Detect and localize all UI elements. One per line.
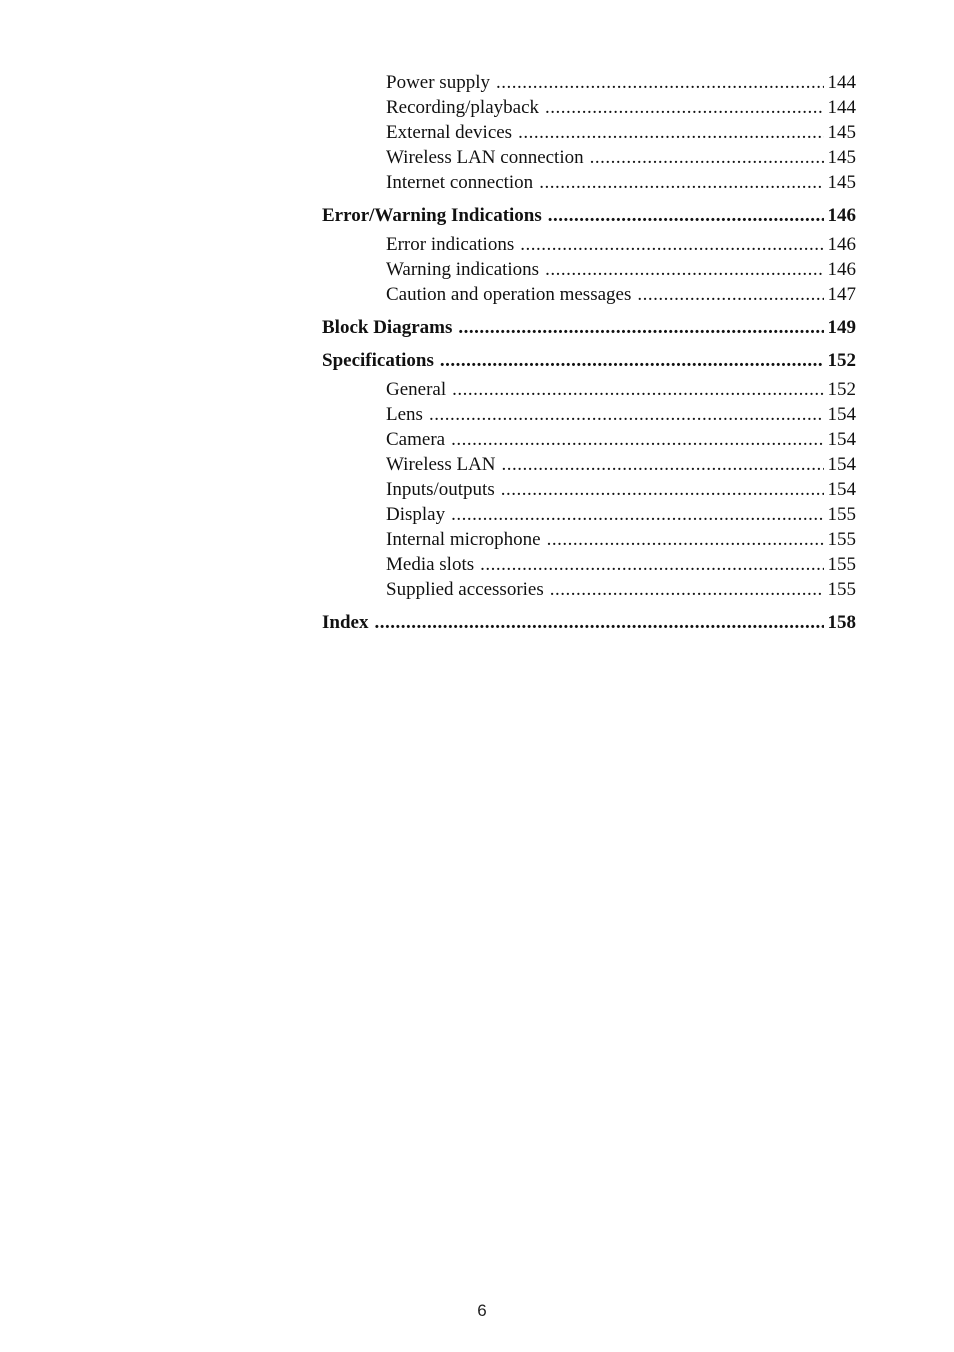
- toc-entry-inputs-outputs[interactable]: [322, 477, 856, 502]
- dot-leader: [520, 232, 823, 257]
- dot-leader: [440, 348, 824, 373]
- toc-entry-page: 154: [827, 404, 856, 425]
- dot-leader: [547, 527, 824, 552]
- toc-entry-label: General: [386, 379, 447, 400]
- page-number: 6: [477, 1301, 487, 1320]
- toc-entry-warning-indications[interactable]: [322, 257, 856, 282]
- toc-entry-page: 147: [827, 284, 856, 305]
- dot-leader: [458, 315, 823, 340]
- dot-leader: [501, 477, 824, 502]
- toc-entry-label: Wireless LAN: [386, 454, 496, 475]
- dot-leader: [545, 95, 823, 120]
- toc-entry-page: 146: [827, 259, 856, 280]
- toc-section-label: Block Diagrams: [322, 317, 453, 338]
- toc-entry-label: Caution and operation messages: [386, 284, 632, 305]
- toc-entry-label: Camera: [386, 429, 446, 450]
- toc-section-error-warning[interactable]: [322, 203, 856, 228]
- toc-entry-label: Lens: [386, 404, 423, 425]
- dot-leader: [545, 257, 823, 282]
- toc-entry-recording-playback[interactable]: [322, 95, 856, 120]
- toc-section-label: Specifications: [322, 350, 434, 371]
- dot-leader: [518, 120, 823, 145]
- toc-entry-caution-messages[interactable]: [322, 282, 856, 307]
- toc-entry-label: Media slots: [386, 554, 475, 575]
- toc-entry-label: Error indications: [386, 234, 515, 255]
- toc-entry-page: 146: [827, 234, 856, 255]
- toc-section-label: Index: [322, 612, 369, 633]
- toc-entry-page: 155: [827, 504, 856, 525]
- toc-section-index[interactable]: [322, 610, 856, 635]
- toc-entry-power-supply[interactable]: [322, 70, 856, 95]
- toc-entry-label: Internet connection: [386, 172, 534, 193]
- dot-leader: [452, 377, 823, 402]
- dot-leader: [480, 552, 823, 577]
- dot-leader: [539, 170, 823, 195]
- toc-entry-label: Wireless LAN connection: [386, 147, 584, 168]
- toc-entry-internet-connection[interactable]: [322, 170, 856, 195]
- dot-leader: [451, 427, 823, 452]
- toc-entry-label: Power supply: [386, 72, 490, 93]
- dot-leader: [637, 282, 823, 307]
- dot-leader: [374, 610, 823, 635]
- dot-leader: [429, 402, 824, 427]
- dot-leader: [502, 452, 824, 477]
- toc-entry-supplied-accessories[interactable]: [322, 577, 856, 602]
- dot-leader: [590, 145, 824, 170]
- dot-leader: [548, 203, 824, 228]
- toc-entry-page: 145: [827, 172, 856, 193]
- toc-entry-page: 155: [827, 554, 856, 575]
- toc-entry-lens[interactable]: [322, 402, 856, 427]
- toc-entry-page: 144: [827, 97, 856, 118]
- toc-entry-page: 152: [827, 379, 856, 400]
- toc-entry-page: 155: [827, 579, 856, 600]
- toc-entry-media-slots[interactable]: [322, 552, 856, 577]
- toc-entry-page: 154: [827, 429, 856, 450]
- toc-entry-error-indications[interactable]: [322, 232, 856, 257]
- toc-entry-page: 154: [827, 454, 856, 475]
- toc-section-specifications[interactable]: [322, 348, 856, 373]
- table-of-contents: [322, 70, 856, 635]
- toc-entry-label: Warning indications: [386, 259, 540, 280]
- toc-entry-page: 145: [827, 122, 856, 143]
- toc-entry-label: External devices: [386, 122, 513, 143]
- toc-section-page: 152: [827, 350, 856, 371]
- toc-entry-external-devices[interactable]: [322, 120, 856, 145]
- toc-section-page: 149: [827, 317, 856, 338]
- toc-entry-wireless-lan-connection[interactable]: [322, 145, 856, 170]
- dot-leader: [550, 577, 824, 602]
- toc-entry-label: Internal microphone: [386, 529, 541, 550]
- dot-leader: [451, 502, 823, 527]
- toc-entry-page: 155: [827, 529, 856, 550]
- toc-entry-page: 154: [827, 479, 856, 500]
- toc-entry-camera[interactable]: [322, 427, 856, 452]
- toc-entry-page: 144: [827, 72, 856, 93]
- toc-section-page: 158: [827, 612, 856, 633]
- toc-section-label: Error/Warning Indications: [322, 205, 542, 226]
- toc-entry-internal-microphone[interactable]: [322, 527, 856, 552]
- toc-section-block-diagrams[interactable]: [322, 315, 856, 340]
- toc-entry-display[interactable]: [322, 502, 856, 527]
- toc-entry-page: 145: [827, 147, 856, 168]
- toc-entry-label: Inputs/outputs: [386, 479, 495, 500]
- toc-section-page: 146: [827, 205, 856, 226]
- toc-entry-label: Recording/playback: [386, 97, 540, 118]
- dot-leader: [496, 70, 824, 95]
- toc-entry-label: Supplied accessories: [386, 579, 544, 600]
- toc-entry-general[interactable]: [322, 377, 856, 402]
- toc-entry-wireless-lan[interactable]: [322, 452, 856, 477]
- toc-entry-label: Display: [386, 504, 446, 525]
